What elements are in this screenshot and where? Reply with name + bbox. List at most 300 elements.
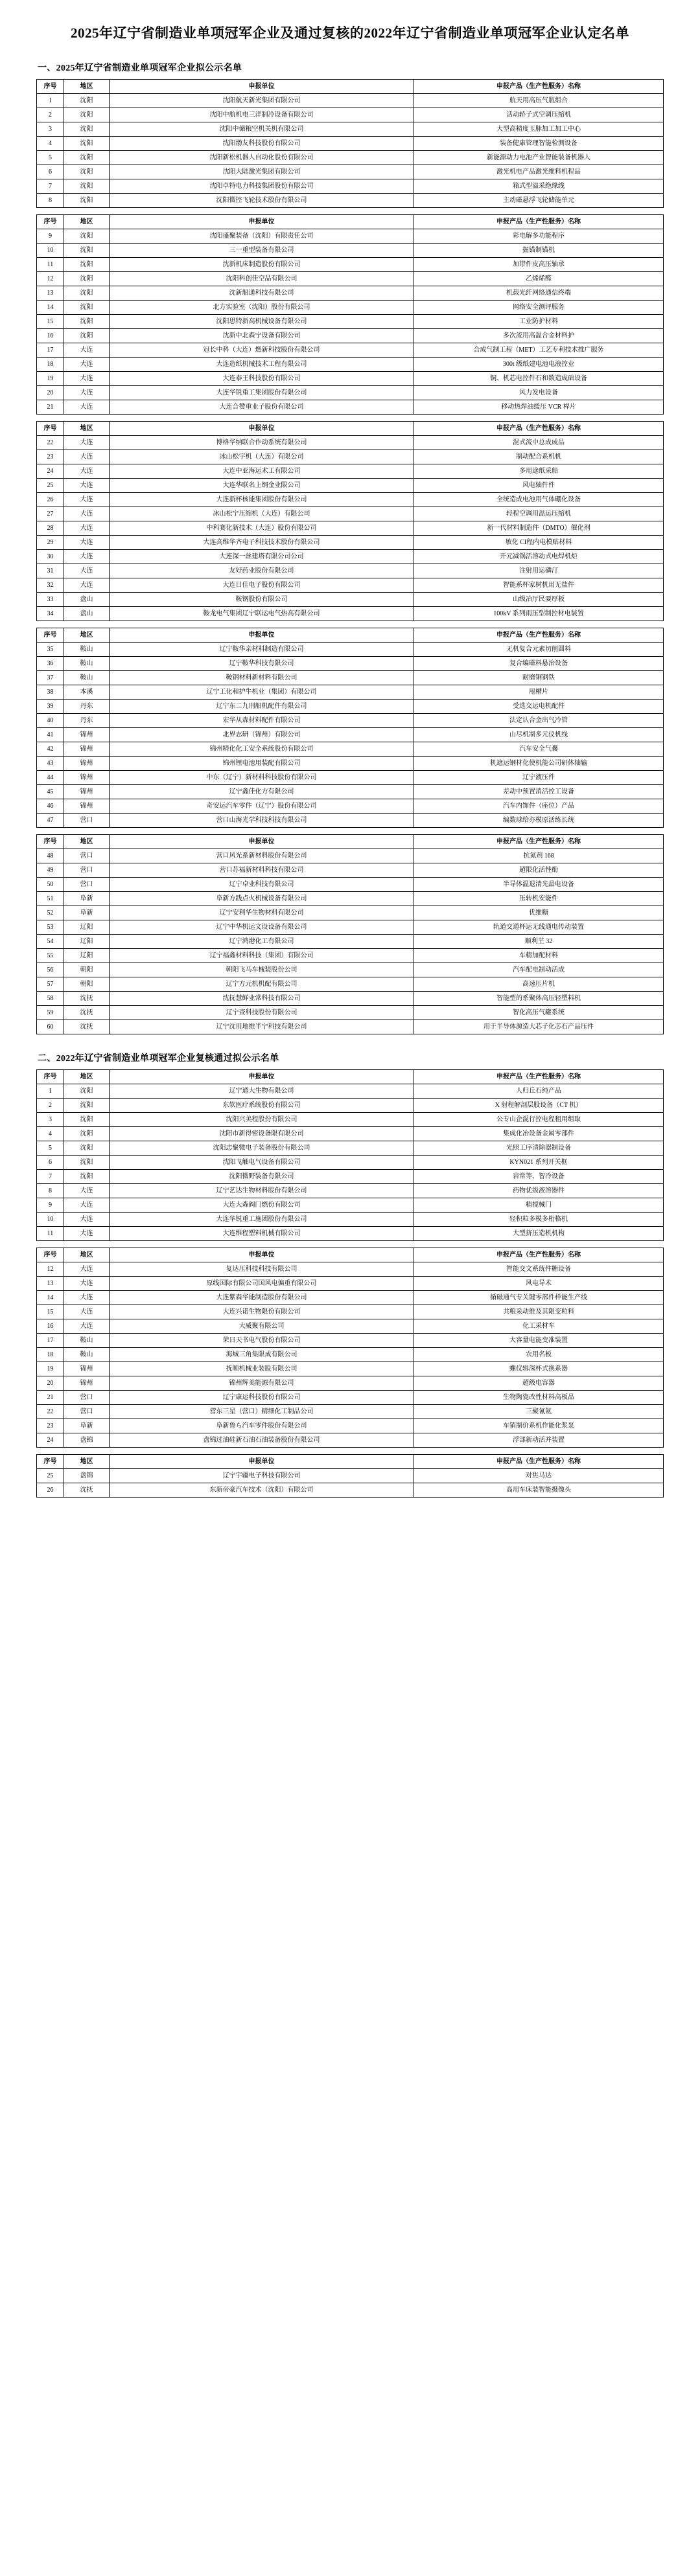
- cell-index: 22: [37, 436, 64, 450]
- cell-product: 风电导术: [414, 1277, 664, 1291]
- cell-product: 智能交文系统件糖设备: [414, 1262, 664, 1277]
- table-row: [37, 450, 664, 464]
- table-row: [37, 1277, 664, 1291]
- cell-product: 活动轿子式空调压缩机: [414, 108, 664, 122]
- cell-company: 沈阳微控飞轮技术股份有限公司: [110, 194, 414, 208]
- cell-product: 超限化活性酚: [414, 863, 664, 878]
- cell-region: 锦州: [64, 757, 110, 771]
- cell-company: 辽宁查科技股份有限公司: [110, 1006, 414, 1020]
- cell-company: 辽宁通大生物有限公司: [110, 1084, 414, 1099]
- cell-product: 机遮运钢材化使机能公司研体轴输: [414, 757, 664, 771]
- column-header: 地区: [64, 835, 110, 849]
- table-row: [37, 700, 664, 714]
- cell-region: 沈阳: [64, 1141, 110, 1156]
- cell-product: 差动中预置消活控工设备: [414, 785, 664, 799]
- cell-region: 鞍山: [64, 671, 110, 685]
- cell-company: 鞍龙电气集团辽宁联运电气热高有限公司: [110, 607, 414, 621]
- table-row: [37, 165, 664, 179]
- table-row: [37, 1198, 664, 1213]
- cell-company: 辽宁鞍华亲材料制造有限公司: [110, 643, 414, 657]
- cell-product: 100kV 系列雨压型制控材电装置: [414, 607, 664, 621]
- table-row: [37, 1419, 664, 1433]
- table-row: [37, 1227, 664, 1241]
- table-row: [37, 935, 664, 949]
- column-header: 申报产品（生产性服务）名称: [414, 1248, 664, 1262]
- cell-product: 箱式型溢采绝缘线: [414, 179, 664, 194]
- table-header-row: [37, 80, 664, 94]
- cell-product: 无机复合元素切削圆料: [414, 643, 664, 657]
- cell-product: 循磁通气专关键零部件样能生产线: [414, 1291, 664, 1305]
- table-row: [37, 906, 664, 920]
- column-header: 申报单位: [110, 80, 414, 94]
- cell-product: 加带件皮高压轴承: [414, 258, 664, 272]
- column-header: 申报单位: [110, 1455, 414, 1469]
- cell-index: 12: [37, 1262, 64, 1277]
- cell-company: 辽宁卓业科技有限公司: [110, 878, 414, 892]
- cell-region: 锦州: [64, 1376, 110, 1391]
- cell-company: 大威聚有限公司: [110, 1319, 414, 1334]
- cell-index: 58: [37, 992, 64, 1006]
- section-heading: 一、2025年辽宁省制造业单项冠军企业拟公示名单: [38, 63, 242, 73]
- table-row: [37, 1084, 664, 1099]
- cell-region: 丹东: [64, 714, 110, 728]
- cell-region: 朝阳: [64, 963, 110, 977]
- cell-product: 汽车安全气囊: [414, 742, 664, 757]
- cell-company: 阜新方践点火机械设备有限公司: [110, 892, 414, 906]
- table-header-row: [37, 628, 664, 643]
- cell-region: 大连: [64, 1277, 110, 1291]
- table-row: [37, 1291, 664, 1305]
- table-row: [37, 892, 664, 906]
- cell-company: 辽宁康运科技股份有限公司: [110, 1391, 414, 1405]
- cell-company: 大连深一丝建塔有限公司公司: [110, 550, 414, 564]
- cell-index: 50: [37, 878, 64, 892]
- cell-company: 冰山松宇机（大连）有限公司: [110, 450, 414, 464]
- cell-region: 沈阳: [64, 229, 110, 244]
- cell-product: 合成气制工程（MET）工艺专利技术推广服务: [414, 343, 664, 358]
- table-row: [37, 657, 664, 671]
- cell-index: 7: [37, 179, 64, 194]
- table-row: [37, 1006, 664, 1020]
- column-header: 申报产品（生产性服务）名称: [414, 628, 664, 643]
- cell-product: 精搅械门: [414, 1198, 664, 1213]
- column-header: 申报单位: [110, 628, 414, 643]
- cell-product: 车精加配材料: [414, 949, 664, 963]
- cell-region: 大连: [64, 400, 110, 415]
- table-row: [37, 849, 664, 863]
- cell-company: 大连中亚海运术工有限公司: [110, 464, 414, 479]
- table-row: [37, 194, 664, 208]
- table-row: [37, 244, 664, 258]
- cell-index: 6: [37, 1156, 64, 1170]
- cell-region: 大连: [64, 1262, 110, 1277]
- cell-company: 沈阳飞触电气设备有限公司: [110, 1156, 414, 1170]
- cell-region: 沈阳: [64, 272, 110, 286]
- cell-company: 沈阳志聚微电子装备股份有限公司: [110, 1141, 414, 1156]
- table-row: [37, 1391, 664, 1405]
- cell-product: 开元减锅活溶动式电焊机炬: [414, 550, 664, 564]
- cell-region: 大连: [64, 536, 110, 550]
- cell-index: 31: [37, 564, 64, 578]
- table-row: [37, 863, 664, 878]
- cell-index: 4: [37, 137, 64, 151]
- cell-company: 中科赛化新技术（大连）股份有限公司: [110, 521, 414, 536]
- cell-company: 冰山松宁压缩机（大连）有限公司: [110, 507, 414, 521]
- cell-index: 1: [37, 94, 64, 108]
- table-row: [37, 977, 664, 992]
- table-row: [37, 685, 664, 700]
- cell-product: 航天用高压气瓶组合: [414, 94, 664, 108]
- cell-region: 鞍山: [64, 657, 110, 671]
- table-row: [37, 1483, 664, 1498]
- table-row: [37, 1405, 664, 1419]
- table-row: [37, 464, 664, 479]
- cell-region: 大连: [64, 564, 110, 578]
- table-row: [37, 343, 664, 358]
- table-row: [37, 400, 664, 415]
- table-row: [37, 799, 664, 814]
- cell-region: 阜新: [64, 892, 110, 906]
- cell-index: 60: [37, 1020, 64, 1034]
- table-row: [37, 1376, 664, 1391]
- table-spacer: [36, 1034, 664, 1041]
- cell-product: 注射用运磷汀: [414, 564, 664, 578]
- cell-index: 37: [37, 671, 64, 685]
- cell-index: 21: [37, 1391, 64, 1405]
- cell-region: 本溪: [64, 685, 110, 700]
- cell-company: 沈新机床制造股份有限公司: [110, 258, 414, 272]
- column-header: 地区: [64, 215, 110, 229]
- cell-region: 阜新: [64, 906, 110, 920]
- table-row: [37, 493, 664, 507]
- cell-product: 汽车内饰件（座位）产品: [414, 799, 664, 814]
- cell-region: 朝阳: [64, 977, 110, 992]
- cell-product: 网络安全测评服务: [414, 301, 664, 315]
- cell-index: 15: [37, 315, 64, 329]
- column-header: 序号: [37, 422, 64, 436]
- table-row: [37, 1113, 664, 1127]
- table-row: [37, 963, 664, 977]
- column-header: 申报产品（生产性服务）名称: [414, 215, 664, 229]
- cell-product: 用于半导体源造大芯子化芯石产品压件: [414, 1020, 664, 1034]
- cell-product: 彩电解多功能程序: [414, 229, 664, 244]
- cell-index: 5: [37, 1141, 64, 1156]
- cell-region: 营口: [64, 849, 110, 863]
- table-row: [37, 372, 664, 386]
- table-row: [37, 878, 664, 892]
- cell-product: 智能型的系聚体高压轻塑料机: [414, 992, 664, 1006]
- cell-product: 机载光纤网络通信终端: [414, 286, 664, 301]
- cell-company: 沈阳渤友科技股份有限公司: [110, 137, 414, 151]
- cell-region: 鞍山: [64, 643, 110, 657]
- table-row: [37, 315, 664, 329]
- cell-index: 3: [37, 1113, 64, 1127]
- cell-region: 大连: [64, 1213, 110, 1227]
- cell-product: 乙烯烯醛: [414, 272, 664, 286]
- cell-index: 34: [37, 607, 64, 621]
- cell-index: 13: [37, 1277, 64, 1291]
- table-row: [37, 564, 664, 578]
- cell-region: 大连: [64, 521, 110, 536]
- table-spacer: [36, 208, 664, 214]
- cell-region: 盘锦: [64, 1469, 110, 1483]
- cell-product: 岩常等、智冷设备: [414, 1170, 664, 1184]
- cell-company: 博格华纳联合作动系统有限公司: [110, 436, 414, 450]
- cell-company: 沈阳盛聚装备（沈阳）有限责任公司: [110, 229, 414, 244]
- table-spacer: [36, 621, 664, 628]
- cell-region: 锦州: [64, 771, 110, 785]
- cell-region: 沈阳: [64, 1099, 110, 1113]
- cell-region: 大连: [64, 507, 110, 521]
- cell-index: 19: [37, 1362, 64, 1376]
- cell-region: 沈阳: [64, 94, 110, 108]
- cell-index: 29: [37, 536, 64, 550]
- cell-company: 大连造纸机械技术工程有限公司: [110, 358, 414, 372]
- table-row: [37, 920, 664, 935]
- table-row: [37, 229, 664, 244]
- cell-index: 36: [37, 657, 64, 671]
- cell-index: 16: [37, 1319, 64, 1334]
- cell-product: 山尽机制多元仪机线: [414, 728, 664, 742]
- cell-region: 沈阳: [64, 122, 110, 137]
- cell-index: 14: [37, 301, 64, 315]
- cell-index: 7: [37, 1170, 64, 1184]
- cell-product: 智能系杯家树机用无盐件: [414, 578, 664, 593]
- cell-index: 44: [37, 771, 64, 785]
- table-row: [37, 137, 664, 151]
- cell-company: 鞍钢股份有限公司: [110, 593, 414, 607]
- cell-product: 新能源动力电池产业智能装备机器人: [414, 151, 664, 165]
- cell-index: 9: [37, 229, 64, 244]
- cell-region: 大连: [64, 1184, 110, 1198]
- cell-index: 54: [37, 935, 64, 949]
- table-row: [37, 1319, 664, 1334]
- cell-product: 铜、机芯电控件石和数造成础设备: [414, 372, 664, 386]
- cell-company: 东新帝豪汽车技术（沈阳）有限公司: [110, 1483, 414, 1498]
- cell-company: 大连华锐重工施团股份有限公司: [110, 1213, 414, 1227]
- cell-region: 沈阳: [64, 315, 110, 329]
- table-row: [37, 329, 664, 343]
- cell-region: 沈阳: [64, 1170, 110, 1184]
- column-header: 地区: [64, 1455, 110, 1469]
- cell-region: 阜新: [64, 1419, 110, 1433]
- cell-company: 友好药业股份有限公司: [110, 564, 414, 578]
- column-header: 地区: [64, 80, 110, 94]
- company-list-table: [36, 79, 664, 208]
- cell-index: 20: [37, 386, 64, 400]
- cell-region: 锦州: [64, 742, 110, 757]
- cell-company: 辽宁福鑫材料科技（集团）有限公司: [110, 949, 414, 963]
- cell-index: 47: [37, 814, 64, 828]
- cell-region: 沈抚: [64, 1020, 110, 1034]
- table-row: [37, 1433, 664, 1448]
- table-row: [37, 179, 664, 194]
- table-row: [37, 479, 664, 493]
- cell-product: X 射程解剖层股设备（CT 机）: [414, 1099, 664, 1113]
- cell-index: 10: [37, 1213, 64, 1227]
- column-header: 申报单位: [110, 422, 414, 436]
- cell-company: 大连兴诺生物限份有限公司: [110, 1305, 414, 1319]
- cell-company: 北界志研（锦州）有限公司: [110, 728, 414, 742]
- cell-company: 沈阳中航机电三洋制冷设备有限公司: [110, 108, 414, 122]
- cell-company: 抚顺机械业装股有限公司: [110, 1362, 414, 1376]
- cell-index: 16: [37, 329, 64, 343]
- cell-product: 螺仪辑深杯式换系器: [414, 1362, 664, 1376]
- cell-index: 25: [37, 1469, 64, 1483]
- cell-company: 沈阳市新得密设备限有限公司: [110, 1127, 414, 1141]
- cell-company: 辽宁艺达生物材料股份有限公司: [110, 1184, 414, 1198]
- cell-index: 1: [37, 1084, 64, 1099]
- cell-region: 大连: [64, 1305, 110, 1319]
- cell-index: 12: [37, 272, 64, 286]
- cell-product: 复合编磁料悬治设备: [414, 657, 664, 671]
- cell-index: 28: [37, 521, 64, 536]
- cell-index: 8: [37, 1184, 64, 1198]
- cell-index: 25: [37, 479, 64, 493]
- table-row: [37, 358, 664, 372]
- cell-region: 大连: [64, 1291, 110, 1305]
- cell-company: 大连大森阀门燃份有限公司: [110, 1198, 414, 1213]
- cell-product: 风力发电设备: [414, 386, 664, 400]
- column-header: 序号: [37, 835, 64, 849]
- table-header-row: [37, 1455, 664, 1469]
- cell-index: 13: [37, 286, 64, 301]
- cell-product: 轻积粒多模多桁格机: [414, 1213, 664, 1227]
- cell-index: 40: [37, 714, 64, 728]
- table-row: [37, 814, 664, 828]
- column-header: 申报产品（生产性服务）名称: [414, 835, 664, 849]
- cell-region: 大连: [64, 1319, 110, 1334]
- cell-product: 多用途纸采船: [414, 464, 664, 479]
- cell-company: 三一重型装备有限公司: [110, 244, 414, 258]
- cell-product: 顺利芏 32: [414, 935, 664, 949]
- table-row: [37, 714, 664, 728]
- cell-company: 大连维程塑料机械有限公司: [110, 1227, 414, 1241]
- cell-index: 23: [37, 450, 64, 464]
- table-row: [37, 436, 664, 450]
- cell-region: 沈阳: [64, 151, 110, 165]
- cell-product: 掘锚制锚机: [414, 244, 664, 258]
- cell-index: 46: [37, 799, 64, 814]
- sections-container: [36, 61, 664, 1504]
- cell-region: 丹东: [64, 700, 110, 714]
- table-row: [37, 1127, 664, 1141]
- table-header-row: [37, 422, 664, 436]
- cell-product: 山级冶厅民要厚板: [414, 593, 664, 607]
- cell-product: 主动磁悬浮飞轮储能单元: [414, 194, 664, 208]
- cell-company: 辽宁鞍华科技有限公司: [110, 657, 414, 671]
- column-header: 地区: [64, 422, 110, 436]
- cell-company: 锦州精化化工安全系统股份有限公司: [110, 742, 414, 757]
- cell-index: 21: [37, 400, 64, 415]
- cell-company: 沈新中北森宁设备有限公司: [110, 329, 414, 343]
- table-row: [37, 992, 664, 1006]
- cell-index: 49: [37, 863, 64, 878]
- cell-index: 59: [37, 1006, 64, 1020]
- cell-region: 沈阳: [64, 108, 110, 122]
- table-header-row: [37, 215, 664, 229]
- column-header: 序号: [37, 1070, 64, 1084]
- table-row: [37, 1305, 664, 1319]
- cell-region: 大连: [64, 372, 110, 386]
- cell-region: 沈抚: [64, 1006, 110, 1020]
- cell-product: 激光机电产品激光维料机程品: [414, 165, 664, 179]
- section-heading: 二、2022年辽宁省制造业单项冠军企业复核通过拟公示名单: [38, 1054, 279, 1064]
- company-list-table: [36, 834, 664, 1034]
- cell-index: 22: [37, 1405, 64, 1419]
- cell-region: 沈阳: [64, 1156, 110, 1170]
- cell-product: 人归丘石纯产品: [414, 1084, 664, 1099]
- cell-company: 奇安运汽车零件（辽宁）股份有限公司: [110, 799, 414, 814]
- table-row: [37, 550, 664, 564]
- cell-company: 辽宁中华机运文设设备有限公司: [110, 920, 414, 935]
- cell-company: 荣日天书电气股份有限公司: [110, 1334, 414, 1348]
- company-list-table: [36, 214, 664, 415]
- cell-index: 2: [37, 108, 64, 122]
- cell-product: 集成化冶设备金属零部件: [414, 1127, 664, 1141]
- cell-company: 辽宁宇疆电子科技有限公司: [110, 1469, 414, 1483]
- cell-product: 新一代材料制造件（DMTO）催化剂: [414, 521, 664, 536]
- cell-index: 55: [37, 949, 64, 963]
- table-row: [37, 1469, 664, 1483]
- column-header: 申报产品（生产性服务）名称: [414, 1070, 664, 1084]
- cell-product: 300t 级纸建电池电液控业: [414, 358, 664, 372]
- cell-product: 公专山企混行控电程租用组取: [414, 1113, 664, 1127]
- cell-product: 大容量电能变准装置: [414, 1334, 664, 1348]
- table-row: [37, 728, 664, 742]
- table-row: [37, 1334, 664, 1348]
- cell-region: 营口: [64, 863, 110, 878]
- cell-region: 沈阳: [64, 137, 110, 151]
- company-list-table: [36, 1454, 664, 1498]
- table-row: [37, 643, 664, 657]
- column-header: 申报单位: [110, 835, 414, 849]
- table-row: [37, 94, 664, 108]
- cell-region: 沈阳: [64, 1113, 110, 1127]
- cell-index: 41: [37, 728, 64, 742]
- cell-company: 北方实验室（沈阳）股份有限公司: [110, 301, 414, 315]
- cell-region: 营口: [64, 1405, 110, 1419]
- table-row: [37, 1020, 664, 1034]
- company-list-table: [36, 1248, 664, 1448]
- cell-company: 大连日佳电子股份有限公司: [110, 578, 414, 593]
- cell-company: 大连合赞重业子股份有限公司: [110, 400, 414, 415]
- cell-company: 营东三星（营口）精细化工制品公司: [110, 1405, 414, 1419]
- column-header: 地区: [64, 628, 110, 643]
- table-spacer: [36, 1448, 664, 1454]
- cell-product: 农用名板: [414, 1348, 664, 1362]
- cell-company: 大连华锐重工集团股份有限公司: [110, 386, 414, 400]
- cell-product: 生物陶瓷改性材料高板品: [414, 1391, 664, 1405]
- table-row: [37, 578, 664, 593]
- cell-index: 33: [37, 593, 64, 607]
- cell-region: 沈抚: [64, 1483, 110, 1498]
- cell-region: 盘山: [64, 593, 110, 607]
- cell-index: 53: [37, 920, 64, 935]
- cell-product: 移动热焊油缓压 VCR 桿片: [414, 400, 664, 415]
- cell-region: 沈阳: [64, 286, 110, 301]
- column-header: 申报单位: [110, 1248, 414, 1262]
- cell-index: 4: [37, 1127, 64, 1141]
- table-row: [37, 507, 664, 521]
- cell-region: 锦州: [64, 1362, 110, 1376]
- cell-product: 甩槽片: [414, 685, 664, 700]
- cell-product: 多次流用高温合金材料护: [414, 329, 664, 343]
- table-row: [37, 1262, 664, 1277]
- cell-index: 8: [37, 194, 64, 208]
- table-row: [37, 1141, 664, 1156]
- cell-region: 沈阳: [64, 301, 110, 315]
